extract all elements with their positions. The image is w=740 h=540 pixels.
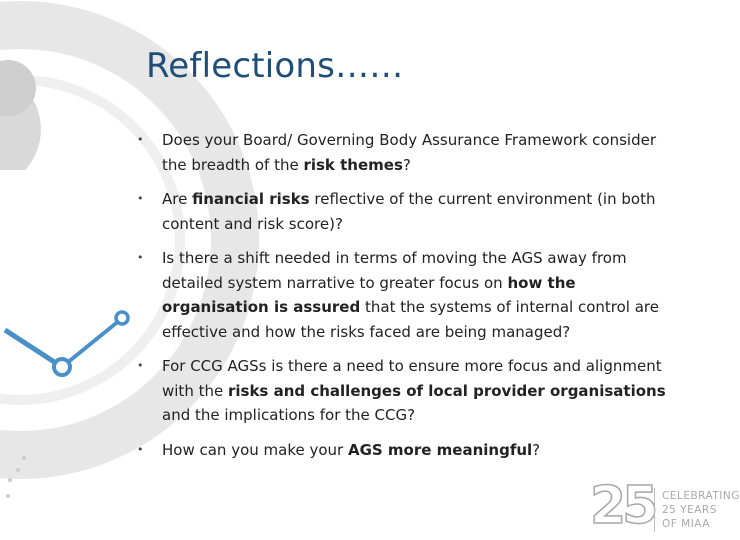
bullet-text: Does your Board/ Governing Body Assurance Framework consider the breadth of the [162, 131, 656, 174]
bullet-marker: • [137, 133, 144, 146]
bullet-item [137, 128, 667, 177]
logo-line: OF MIAA [662, 518, 710, 530]
bullet-marker: • [137, 251, 144, 264]
bullet-list [137, 128, 667, 472]
bullet-text: that the systems of internal control are effective and how the risks faced are being managed? [162, 298, 659, 341]
logo-line: 25 YEARS [662, 504, 717, 516]
bullet-marker: • [137, 442, 144, 456]
bullet-emphasis: risk themes [303, 155, 403, 174]
bullet-item [137, 438, 667, 463]
bullet-marker: • [137, 192, 144, 205]
bullet-emphasis: how the organisation is assured [162, 273, 576, 316]
bullet-text: For CCG AGSs is there a need to ensure more focus and alignment with the [162, 357, 662, 400]
logo-line: CELEBRATING [662, 490, 740, 502]
logo-25: 25 [590, 476, 655, 536]
logo-divider [654, 488, 655, 532]
logo-caption [662, 489, 740, 531]
bullet-item [137, 354, 667, 428]
bullet-text: How can you make your [162, 440, 348, 459]
bullet-text: and the implications for the CCG? [162, 406, 416, 424]
bullet-marker: • [137, 359, 144, 372]
bullet-text: Is there a shift needed in terms of moving the AGS away from detailed system narrative to greater focus on [162, 249, 627, 292]
background-decoration [0, 0, 160, 540]
bullet-text: reflective of the current environment (in both content and risk score)? [162, 190, 656, 233]
bullet-emphasis: financial risks [192, 190, 310, 208]
bullet-item [137, 187, 667, 236]
bullet-emphasis: AGS more meaningful [347, 440, 533, 459]
bullet-text: ? [402, 155, 411, 174]
slide-title: Reflections…… [146, 46, 404, 86]
bullet-text: Are [162, 190, 193, 208]
bullet-text: ? [532, 440, 541, 459]
bullet-item [137, 246, 667, 344]
bullet-emphasis: risks and challenges of local provider organisations [227, 381, 666, 400]
